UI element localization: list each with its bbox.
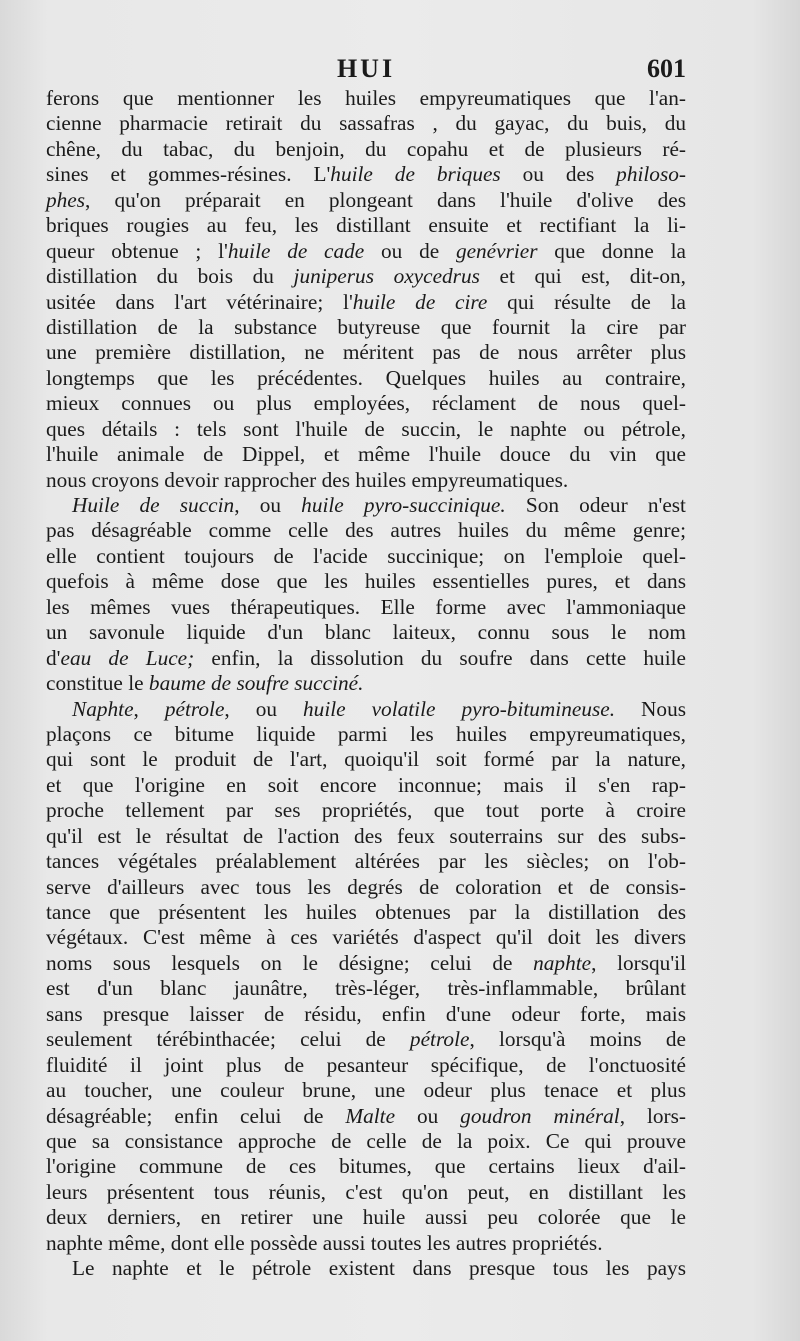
- italic-text: naphte: [533, 950, 592, 975]
- italic-text: Huile de succin: [72, 493, 235, 517]
- text-line: [46, 773, 686, 798]
- text-line: [46, 1053, 686, 1078]
- text-segment: ou: [395, 1103, 461, 1128]
- text-line: [46, 137, 686, 162]
- text-line: [46, 875, 686, 900]
- text-segment: elle contient toujours de l'acide succinique; on l'emploie quel-: [46, 543, 686, 568]
- text-line: [46, 722, 686, 747]
- text-line: [46, 1027, 686, 1052]
- text-segment: que sa consistance approche de celle de la poix. Ce qui prouve: [46, 1128, 686, 1153]
- text-line: [46, 671, 686, 696]
- text-line: [46, 1180, 686, 1205]
- text-segment: sans presque laisser de résidu, enfin d'une odeur forte, mais: [46, 1001, 686, 1026]
- italic-text: huile pyro-succinique.: [301, 493, 506, 517]
- text-line: [46, 213, 686, 238]
- text-segment: les mêmes vues thérapeutiques. Elle forme avec l'ammoniaque: [46, 594, 686, 619]
- text-line: [46, 1104, 686, 1129]
- italic-text: huile de cire: [352, 289, 488, 314]
- text-line: [46, 264, 686, 289]
- italic-text: huile de briques: [330, 162, 501, 187]
- text-segment: ferons que mentionner les huiles empyreumatiques que l'an-: [46, 86, 686, 110]
- running-title: HUI: [336, 54, 396, 83]
- text-segment: leurs présentent tous réunis, c'est qu'on peut, en distillant les: [46, 1179, 686, 1204]
- text-line: [46, 620, 686, 645]
- text-line: [46, 468, 686, 493]
- text-line: [46, 747, 686, 772]
- text-line: [46, 569, 686, 594]
- text-segment: nous croyons devoir rapprocher des huiles empyreumatiques.: [46, 467, 569, 492]
- text-segment: au toucher, une couleur brune, une odeur plus tenace et plus: [46, 1078, 686, 1103]
- text-line: [46, 976, 686, 1001]
- text-segment: mieux connues ou plus employées, réclament de nous quel-: [46, 391, 686, 416]
- text-segment: est d'un blanc jaunâtre, très-léger, très-inflammable, brûlant: [46, 976, 686, 1001]
- text-segment: un savonule liquide d'un blanc laiteux, connu sous le nom: [46, 620, 686, 645]
- text-segment: que donne la: [537, 238, 686, 263]
- italic-text: genévrier: [455, 238, 538, 263]
- text-line: [46, 417, 686, 442]
- text-segment: constitue le: [46, 671, 149, 696]
- text-line: [46, 925, 686, 950]
- running-header: [46, 54, 686, 90]
- text-line: [46, 1256, 686, 1281]
- text-segment: pas désagréable comme celle des autres huiles du même genre;: [46, 518, 686, 543]
- text-segment: ou de: [364, 238, 456, 263]
- text-segment: d': [46, 645, 61, 670]
- text-line: [46, 493, 686, 518]
- italic-text: Malte: [345, 1103, 396, 1128]
- text-line: [46, 391, 686, 416]
- text-segment: chêne, du tabac, du benjoin, du copahu et de plusieurs ré-: [46, 136, 686, 161]
- text-segment: ques détails : tels sont l'huile de succin, le naphte ou pétrole,: [46, 416, 686, 441]
- text-line: [46, 1231, 686, 1256]
- text-segment: seulement térébinthacée; celui de: [46, 1027, 410, 1052]
- italic-text: baume de soufre succiné.: [148, 671, 364, 696]
- text-segment: tance que présentent les huiles obtenues par la distillation des: [46, 900, 686, 924]
- text-line: [46, 646, 686, 671]
- text-segment: tances végétales préalablement altérées par les siècles; on l'ob-: [46, 849, 686, 874]
- text-segment: ,: [133, 696, 165, 721]
- text-line: [46, 188, 686, 213]
- text-segment: distillation du bois du: [46, 264, 294, 289]
- text-line: [46, 366, 686, 391]
- text-line: [46, 86, 686, 111]
- text-segment: enfin, la dissolution du soufre dans cette huile: [194, 645, 686, 670]
- italic-text: eau de Luce;: [60, 645, 195, 670]
- text-segment: , ou: [224, 696, 304, 721]
- text-line: [46, 111, 686, 136]
- text-segment: désagréable; enfin celui de: [46, 1103, 346, 1128]
- text-line: [46, 595, 686, 620]
- text-line: [46, 518, 686, 543]
- text-line: [46, 239, 686, 264]
- body-text: [46, 86, 686, 1282]
- text-segment: , ou: [234, 493, 302, 517]
- text-line: [46, 315, 686, 340]
- text-line: [46, 1154, 686, 1179]
- text-line: [46, 1205, 686, 1230]
- text-segment: et que l'origine en soit encore inconnue; mais il s'en rap-: [46, 772, 686, 797]
- text-segment: , lorsqu'il: [591, 950, 687, 975]
- text-segment: , lors-: [619, 1103, 687, 1128]
- italic-text: goudron minéral: [460, 1103, 620, 1128]
- text-segment: , qu'on préparait en plongeant dans l'huile d'olive des: [85, 187, 686, 212]
- text-segment: l'origine commune de ces bitumes, que certains lieux d'ail-: [46, 1154, 686, 1179]
- italic-text: huile de cade: [227, 238, 365, 263]
- text-segment: Nous: [615, 696, 687, 721]
- text-segment: deux derniers, en retirer une huile aussi peu colorée que le: [46, 1205, 686, 1230]
- italic-text: juniperus oxycedrus: [293, 264, 480, 289]
- text-segment: , lorsqu'à moins de: [469, 1027, 686, 1052]
- text-segment: Le naphte et le pétrole existent dans presque tous les pays: [72, 1256, 686, 1281]
- text-segment: l'huile animale de Dippel, et même l'huile douce du vin que: [46, 442, 686, 467]
- text-segment: fluidité il joint plus de pesanteur spécifique, de l'onctuosité: [46, 1052, 686, 1077]
- text-line: [46, 697, 686, 722]
- text-line: [46, 1002, 686, 1027]
- text-line: [46, 162, 686, 187]
- text-segment: noms sous lesquels on le désigne; celui de: [46, 950, 534, 975]
- text-line: [46, 849, 686, 874]
- italic-text: Naphte: [72, 696, 134, 721]
- text-segment: végétaux. C'est même à ces variétés d'aspect qu'il doit les divers: [46, 925, 686, 950]
- text-segment: briques rougies au feu, les distillant ensuite et rectifiant la li-: [46, 213, 686, 238]
- text-segment: plaçons ce bitume liquide parmi les huiles empyreumatiques,: [46, 721, 686, 746]
- text-line: [46, 544, 686, 569]
- text-segment: proche tellement par ses propriétés, que tout porte à croire: [46, 798, 686, 823]
- text-segment: qu'il est le résultat de l'action des feux souterrains sur des subs-: [46, 823, 686, 848]
- italic-text: philoso-: [616, 162, 686, 187]
- text-segment: queur obtenue ; l': [46, 238, 228, 263]
- text-line: [46, 1078, 686, 1103]
- text-segment: cienne pharmacie retirait du sassafras , du gayac, du buis, du: [46, 111, 686, 136]
- italic-text: pétrole: [409, 1027, 470, 1052]
- text-line: [46, 798, 686, 823]
- text-segment: qui sont le produit de l'art, quoiqu'il soit formé par la nature,: [46, 747, 686, 772]
- text-segment: naphte même, dont elle possède aussi toutes les autres propriétés.: [46, 1230, 603, 1255]
- text-segment: longtemps que les précédentes. Quelques huiles au contraire,: [46, 365, 686, 390]
- text-segment: quefois à même dose que les huiles essentielles pures, et dans: [46, 569, 686, 594]
- italic-text: pétrole: [164, 696, 225, 721]
- text-segment: serve d'ailleurs avec tous les degrés de coloration et de consis-: [46, 874, 686, 899]
- text-segment: ou des: [500, 162, 617, 187]
- text-line: [46, 951, 686, 976]
- italic-text: phes: [46, 187, 86, 212]
- text-segment: Son odeur n'est: [505, 493, 686, 517]
- text-segment: et qui est, dit-on,: [479, 264, 686, 289]
- text-segment: sines et gommes-résines. L': [46, 162, 331, 187]
- text-line: [46, 340, 686, 365]
- text-segment: usitée dans l'art vétérinaire; l': [46, 289, 353, 314]
- text-segment: distillation de la substance butyreuse que fournit la cire par: [46, 314, 686, 339]
- text-line: [46, 290, 686, 315]
- text-line: [46, 900, 686, 925]
- text-line: [46, 442, 686, 467]
- text-segment: qui résulte de la: [487, 289, 686, 314]
- text-segment: une première distillation, ne méritent pas de nous arrêter plus: [46, 340, 686, 365]
- italic-text: huile volatile pyro-bitumineuse.: [303, 696, 616, 721]
- text-line: [46, 824, 686, 849]
- page-number: 601: [647, 54, 686, 83]
- text-line: [46, 1129, 686, 1154]
